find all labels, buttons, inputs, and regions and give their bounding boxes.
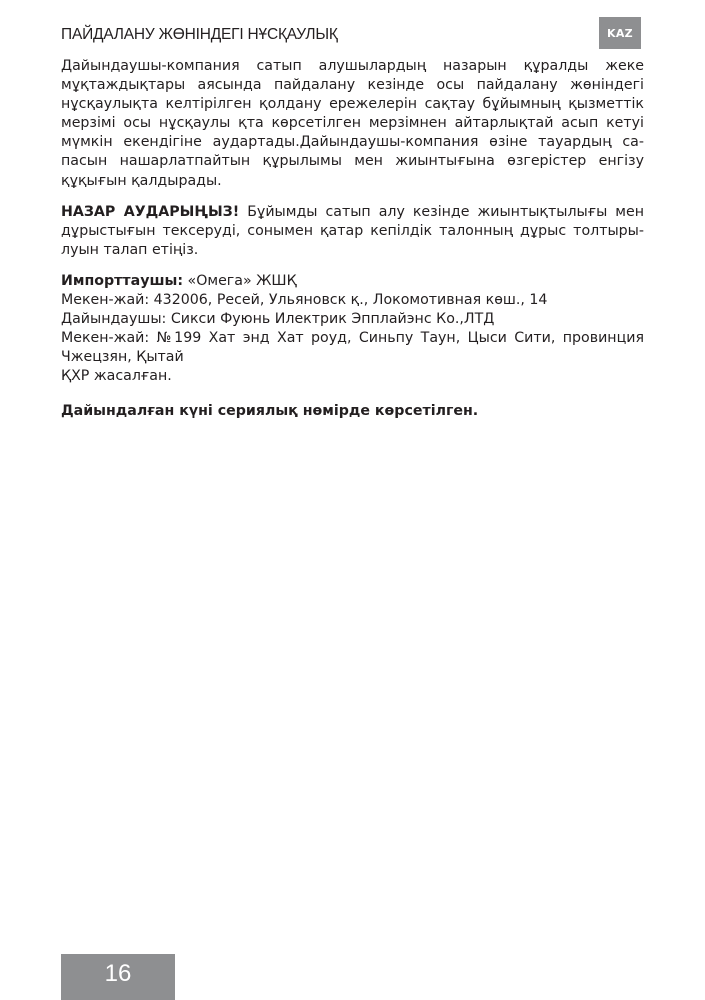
page-header-title: ПАЙДАЛАНУ ЖӨНІНДЕГІ НҰСҚАУЛЫҚ [61, 26, 338, 43]
warning-label: НАЗАР АУДАРЫҢЫЗ! [61, 204, 240, 220]
intro-line: пасын нашарлатпайтын құрылымы мен жиынтығына өзгерістер енгізу [61, 153, 644, 170]
importer-address: Мекен-жай: 432006, Ресей, Ульяновск қ., Локомотивная көш., 14 [61, 292, 548, 309]
importer-block [61, 272, 644, 387]
language-tab: KAZ [599, 17, 641, 49]
intro-line: мүмкін екендігіне аудартады.Дайындаушы-компания өзіне тауардың са- [61, 134, 644, 151]
manufacturer-name: Дайындаушы: Сикси Фуюнь Илектрик Эпплайэнс Ко.,ЛТД [61, 311, 495, 328]
intro-line: құқығын қалдырады. [61, 172, 222, 189]
intro-line: мерзімі осы нұсқаулы қта көрсетілген мерзімнен айтарлықтай асып кетуі [61, 115, 644, 132]
intro-line: нұсқаулықта келтірілген қолдану ережелерін сақтау бұйымның қызметтік [61, 96, 644, 113]
importer-label: Импорттаушы: [61, 273, 184, 289]
importer-line [61, 272, 644, 291]
intro-line: мұқтаждықтары аясында пайдалану кезінде осы пайдалану жөніндегі [61, 77, 644, 94]
page-number: 16 [61, 954, 175, 1000]
importer-value: «Омега» ЖШҚ [183, 273, 297, 289]
manufacturer-address-line-2: Чжецзян, Қытай [61, 349, 184, 366]
date-note: Дайындалған күні сериялық нөмірде көрсетілген. [61, 403, 479, 419]
intro-line: Дайындаушы-компания сатып алушылардың назарын құралды жеке [61, 58, 644, 74]
intro-paragraph [61, 57, 644, 191]
origin-note: ҚХР жасалған. [61, 368, 172, 385]
warning-paragraph [61, 203, 644, 260]
warning-line-3: луын талап етіңіз. [61, 242, 199, 259]
warning-line-1 [61, 203, 644, 222]
warning-line-2: дұрыстығын тексеруді, сонымен қатар кепілдік талонның дұрыс толтыры- [61, 223, 644, 240]
warning-text: Бұйымды сатып алу кезінде жиынтықтылығы мен [239, 204, 645, 220]
manufacturer-address-line-1: Мекен-жай: №199 Хат энд Хат роуд, Синьпу Таун, Цыси Сити, провинция [61, 330, 644, 347]
